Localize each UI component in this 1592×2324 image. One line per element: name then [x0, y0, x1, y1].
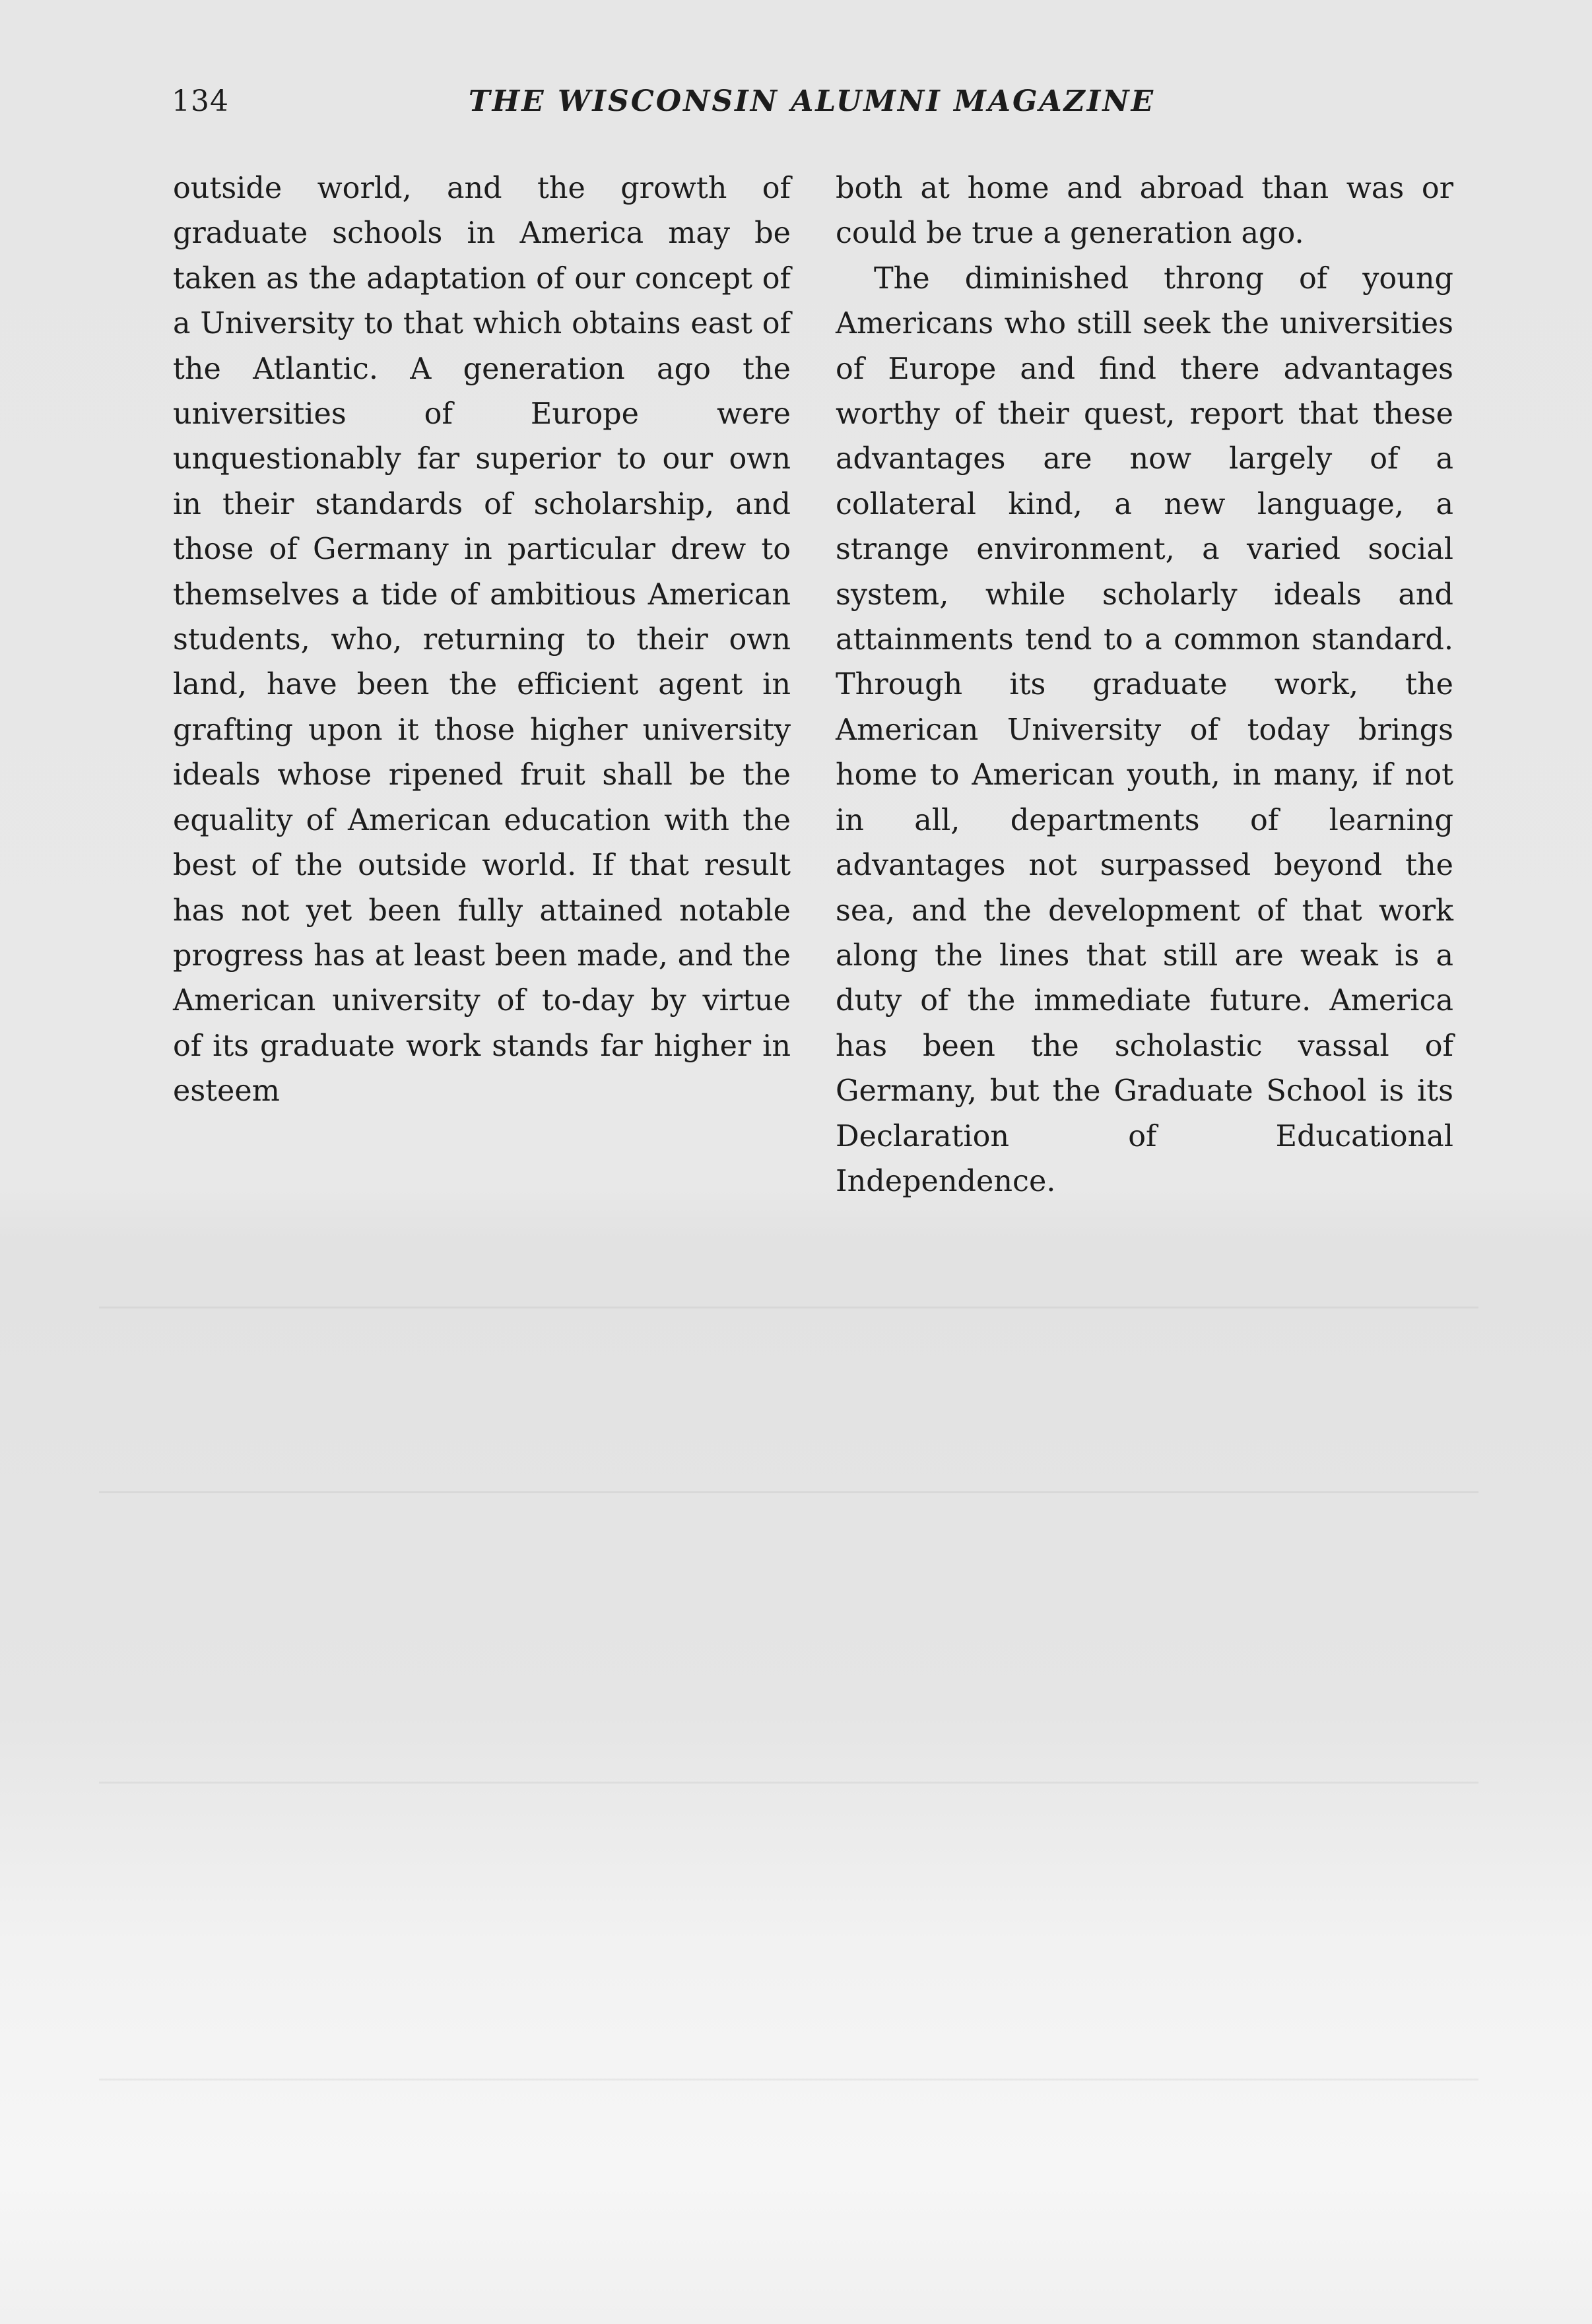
page-number: 134 — [172, 84, 229, 118]
bleed-through-line — [99, 1307, 1478, 1308]
right-column — [836, 166, 1453, 1204]
running-title: THE WISCONSIN ALUMNI MAGAZINE — [468, 84, 1156, 118]
paragraph: both at home and abroad than was or could be true a generation ago. — [836, 172, 1453, 251]
left-column — [173, 166, 791, 1114]
bleed-through-line — [99, 1782, 1478, 1784]
bleed-through-line — [99, 1491, 1478, 1493]
page-header — [172, 79, 1452, 139]
paragraph: outside world, and the growth of graduate schools in America may be taken as the adaptation of our concept of a University to that which obtains east of the Atlantic. A generation ago the universities of Europe were unquestionably far superior to our own in their standards of scholarship, and those of Germany in particular drew to themselves a tide of ambitious American students, who, returning to their own land, have been the efficient agent in grafting upon it those higher university ideals whose ripened fruit shall be the equality of American education with the best of the outside world. If that result has not yet been fully attained notable progress has at least been made, and the American university of to-day by virtue of its graduate work stands far higher in esteem — [173, 172, 791, 1109]
bleed-through-line — [99, 2079, 1478, 2081]
paragraph: The diminished throng of young Americans who still seek the universities of Europe and find there advantages worthy of their quest, report that these advantages are now largely of a collateral kind, a new language, a strange environment, a varied social system, while scholarly ideals and attainments tend to a common standard. Through its graduate work, the American University of today brings home to American youth, in many, if not in all, departments of learning advantages not surpassed beyond the sea, and the development of that work along the lines that still are weak is a duty of the immediate future. America has been the scholastic vassal of Germany, but the Graduate School is its Declaration of Educational Independence. — [836, 261, 1453, 1198]
